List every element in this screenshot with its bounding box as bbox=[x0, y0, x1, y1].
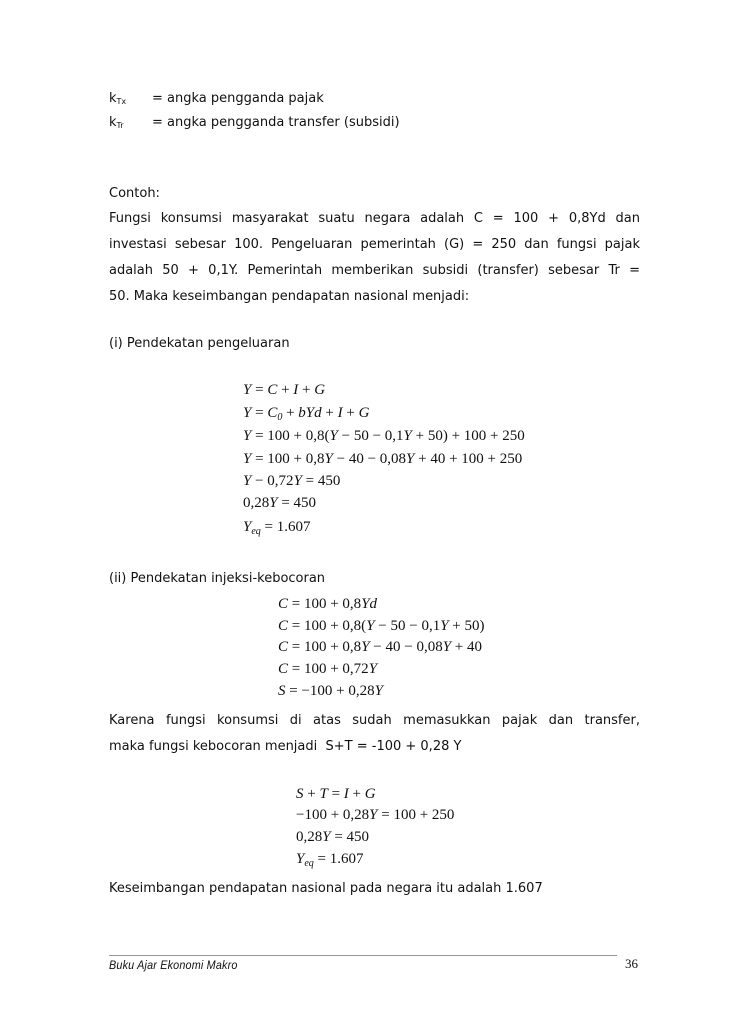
equation-4: Y = 100 + 0,8Y − 40 − 0,08Y + 40 + 100 + 250 bbox=[243, 451, 523, 467]
equation-st-2: −100 + 0,28Y = 100 + 250 bbox=[296, 807, 455, 823]
equation-st-4: $Y_{eq} = 1.607$ bbox=[296, 851, 364, 869]
page-number: 36 bbox=[625, 956, 638, 971]
equation-2: $Y = C_0$ + bYd + I + G bbox=[243, 405, 370, 423]
definition-ktx-symbol: $k_{Tx}$ bbox=[109, 91, 127, 106]
approach-1-heading: (i) Pendekatan pengeluaran bbox=[109, 336, 290, 351]
example-line-2: investasi sebesar 100. Pengeluaran pemerintah (G) = 250 dan fungsi pajak bbox=[109, 237, 640, 252]
example-line-4: 50. Maka keseimbangan pendapatan nasional menjadi: bbox=[109, 289, 470, 304]
equation-s: S = −100 + 0,28Y bbox=[278, 683, 383, 699]
equation-c-2: C = 100 + 0,8(Y − 50 − 0,1Y + 50) bbox=[278, 618, 485, 634]
equation-7: $Y_{eq} = 1.607$ bbox=[243, 519, 311, 537]
equation-c-3: C = 100 + 0,8Y − 40 − 0,08Y + 40 bbox=[278, 639, 483, 655]
explanation-line-1: Karena fungsi konsumsi di atas sudah memasukkan pajak dan transfer, bbox=[109, 713, 640, 728]
equation-c-1: C = 100 + 0,8Yd bbox=[278, 596, 378, 612]
definition-ktx-text: = angka pengganda pajak bbox=[152, 91, 324, 106]
footer-divider bbox=[109, 955, 617, 956]
equation-st-3: 0,28Y = 450 bbox=[296, 829, 370, 845]
definition-ktr-text: = angka pengganda transfer (subsidi) bbox=[152, 115, 400, 130]
definition-ktr-symbol: $k_{Tr}$ bbox=[109, 115, 124, 130]
equation-st-1: S + T = I + G bbox=[296, 786, 376, 802]
example-heading: Contoh: bbox=[109, 186, 160, 201]
conclusion: Keseimbangan pendapatan nasional pada negara itu adalah 1.607 bbox=[109, 881, 543, 896]
example-line-1: Fungsi konsumsi masyarakat suatu negara adalah C = 100 + 0,8Yd dan bbox=[109, 211, 640, 226]
approach-2-heading: (ii) Pendekatan injeksi-kebocoran bbox=[109, 571, 326, 586]
equation-3: Y = 100 + 0,8(Y − 50 − 0,1Y + 50) + 100 + 250 bbox=[243, 428, 525, 444]
equation-5: Y − 0,72Y = 450 bbox=[243, 473, 341, 489]
explanation-line-2: maka fungsi kebocoran menjadi S+T = -100 + 0,28 Y bbox=[109, 739, 462, 754]
footer-book-title: Buku Ajar Ekonomi Makro bbox=[109, 958, 238, 972]
equation-1: Y = C + I + G bbox=[243, 382, 326, 398]
equation-6: 0,28Y = 450 bbox=[243, 495, 317, 511]
equation-c-4: C = 100 + 0,72Y bbox=[278, 661, 378, 677]
example-line-3: adalah 50 + 0,1Y. Pemerintah memberikan subsidi (transfer) sebesar Tr = bbox=[109, 263, 640, 278]
